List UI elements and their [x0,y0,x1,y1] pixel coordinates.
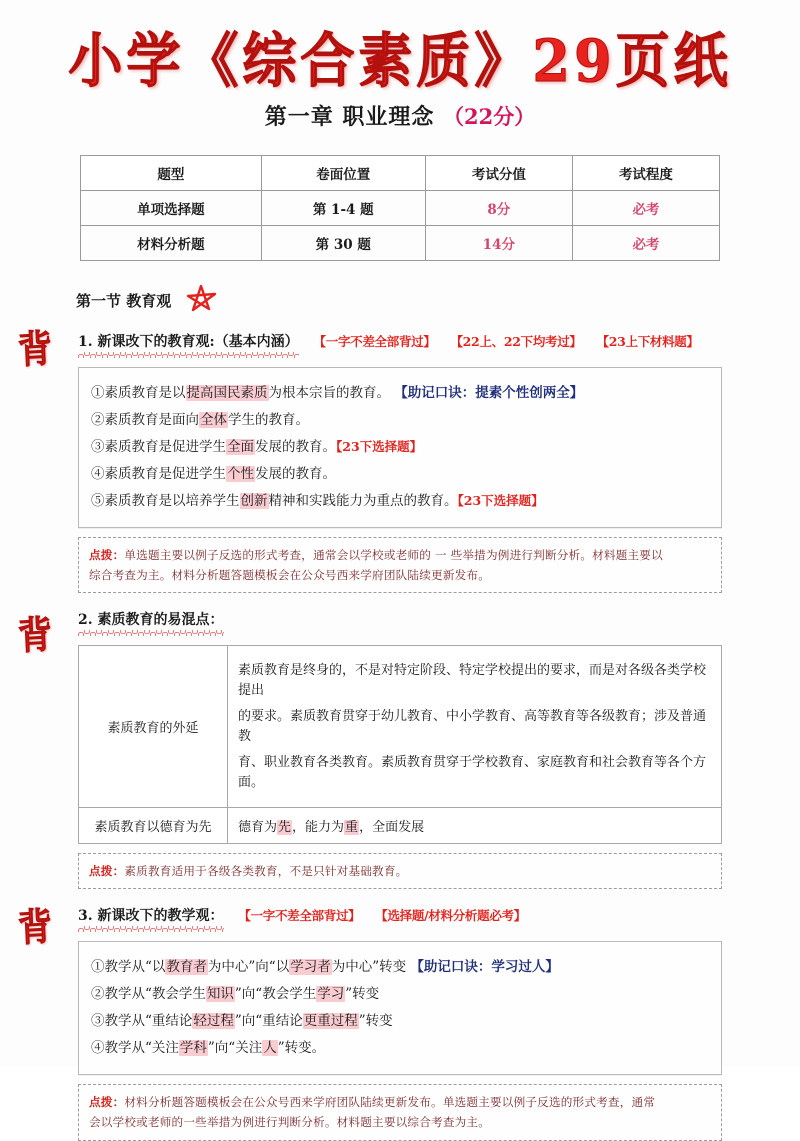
list-item [91,984,709,1005]
text-pre: ④教学从“关注 [91,1040,179,1057]
list-item [91,1011,709,1032]
item3-content-box [78,941,722,1075]
paragraph: 素质教育是终身的，不是对特定阶段、特定学校提出的要求，而是对各级各类学校提出 [238,663,707,698]
note-text: 素质教育适用于各级各类教育，不是只针对基础教育。 [124,864,408,879]
col-header-level: 考试程度 [572,156,719,191]
memorize-stamp: 背 [16,326,54,374]
item1-content-box [78,367,722,528]
list-item [91,410,709,431]
highlight-text: 提高国民素质 [186,385,268,401]
list-item [91,464,709,485]
text-pre: ②素质教育是面向 [91,411,199,428]
cell-position: 第 30 题 [261,226,425,261]
cell-level: 必考 [572,226,719,261]
exam-tag: 【23下选择题】 [457,492,544,508]
chapter-score: （22分） [443,104,536,129]
cell-score: 8分 [425,191,572,226]
wavy-underline [78,630,224,636]
item2-note-box [78,853,722,889]
note-line [89,545,711,565]
chapter-name: 第一章 职业理念 [264,104,435,130]
table-row [81,191,720,226]
highlight-text: 个性 [227,465,254,482]
item3-heading [78,905,800,935]
note-line [89,1092,711,1112]
text-pre: ④素质教育是促进学生 [91,465,226,482]
note-label: 点拨： [89,1095,125,1110]
table-header-row [81,156,720,191]
item2-heading [78,609,800,639]
item1-title: 1. 新课改下的教育观:（基本内涵） [78,334,299,350]
exam-tag: 【23下选择题】 [336,438,423,454]
text-post: 发展的教育。 [255,438,336,455]
item3-note-box [78,1084,722,1141]
cell-type: 材料分析题 [81,226,262,261]
item1-note-box [78,537,722,594]
highlight-text: 学习 [317,986,345,1003]
note-text: 材料分析题答题模板会在公众号西来学府团队陆续更新发布。单选题主要以例子反选的形式考查，通常 [124,1095,656,1110]
paragraph: 育、职业教育各类教育。素质教育贯穿于学校教育、家庭教育和社会教育等各个方面。 [238,755,707,790]
text-post: 为根本宗旨的教育。 [268,385,390,401]
memorize-stamp: 背 [16,612,54,660]
highlight-text: 全面 [227,438,254,455]
cell-score: 14分 [425,226,572,261]
note-line: 会以学校或老师的一些举措为例进行判断分析。材料题主要以综合考查为主。 [89,1115,490,1130]
text-mid: ”向“关注 [207,1040,263,1057]
text-post: 发展的教育。 [255,465,336,482]
highlight-text: 先 [278,820,292,836]
text-mid: ”向“重结论 [234,1013,303,1030]
text-post: 学生的教育。 [228,411,309,428]
highlight-text: 知识 [206,986,234,1003]
highlight-text: 人 [263,1040,277,1057]
text-pre: ③素质教育是促进学生 [91,438,226,455]
text-pre: ①素质教育是以 [91,385,186,401]
item3-title: 3. 新课改下的教学观： [78,908,224,925]
highlight-text: 全体 [200,411,227,428]
cell-label-extension: 素质教育的外延 [79,646,228,808]
text-post: 为中心”转变 [331,959,407,976]
col-header-score: 考试分值 [425,156,572,191]
list-item [91,491,709,512]
highlight-text: 教育者 [166,959,207,976]
cell-position: 第 1-4 题 [261,191,425,226]
exam-overview-table [80,155,720,261]
list-item [91,1038,709,1059]
section-label: 第一节 教育观 [76,292,172,310]
item3-tag-1: 【一字不差全部背过】 [238,908,361,924]
note-line [89,861,711,881]
cell-body-extension [228,646,722,808]
cell-type: 单项选择题 [81,191,262,226]
memorize-stamp: 背 [16,905,54,952]
note-label: 点拨： [89,864,125,879]
text-mid: ”向“教会学生 [234,986,317,1003]
text-pre: ⑤素质教育是以培养学生 [91,492,240,509]
list-item [91,437,709,458]
table-row [79,808,722,844]
highlight-text: 更重过程 [303,1013,358,1030]
item2-title: 2. 素质教育的易混点： [78,612,224,629]
text-mid: ，能力为 [292,820,345,836]
text-pre: ③教学从“重结论 [91,1013,193,1030]
item1-tag-2: 【22上、22下均考过】 [450,334,582,349]
title-banner [0,0,800,95]
list-item [91,383,709,404]
page-title: 小学《综合素质》29页纸 [68,25,732,95]
note-label: 点拨： [89,547,125,562]
item1-tag-1: 【一字不差全部背过】 [313,334,436,349]
text-post: ”转变。 [277,1040,326,1057]
text-post: ”转变 [345,986,380,1003]
text-post: ，全面发展 [359,820,425,836]
table-row [79,646,722,808]
text-pre: 德育为 [238,820,278,836]
item1-heading [78,331,800,361]
chapter-heading [0,100,800,131]
table-row [81,226,720,261]
cell-label-moral-first: 素质教育以德育为先 [79,808,228,844]
note-line: 综合考查为主。材料分析题答题模板会在公众号西来学府团队陆续更新发布。 [89,567,490,582]
text-pre: ②教学从“教会学生 [91,986,206,1003]
highlight-text: 创新 [240,492,268,509]
section-heading [76,283,800,315]
mnemonic-tag: 【助记口诀：提素个性创两全】 [394,385,584,401]
wavy-underline [78,352,299,358]
mnemonic-tag: 【助记口诀：学习过人】 [410,959,559,976]
highlight-text: 重 [345,820,359,836]
col-header-type: 题型 [81,156,262,191]
highlight-text: 轻过程 [193,1013,234,1030]
cell-level: 必考 [572,191,719,226]
col-header-position: 卷面位置 [261,156,425,191]
text-post: ”转变 [358,1013,393,1030]
confusion-points-table [78,645,722,844]
highlight-text: 学习者 [290,959,331,976]
list-item [91,957,709,978]
wavy-underline [78,926,224,932]
note-text: 单选题主要以例子反选的形式考查，通常会以学校或老师的 一 些举措为例进行判断分析。材料题主要以 [124,547,663,562]
text-pre: ①教学从“以 [91,959,166,976]
item3-tag-2: 【选择题/材料分析题必考】 [375,908,526,924]
item1-tag-3: 【23上下材料题】 [596,334,699,349]
highlight-text: 学科 [179,1040,207,1057]
text-mid: 为中心”向“以 [207,959,290,976]
paragraph: 的要求。素质教育贯穿于幼儿教育、中小学教育、高等教育等各级教育；涉及普通教 [238,709,707,744]
text-post: 精神和实践能力为重点的教育。 [268,492,458,509]
red-star-icon [184,283,218,315]
cell-body-moral-first [228,808,722,844]
